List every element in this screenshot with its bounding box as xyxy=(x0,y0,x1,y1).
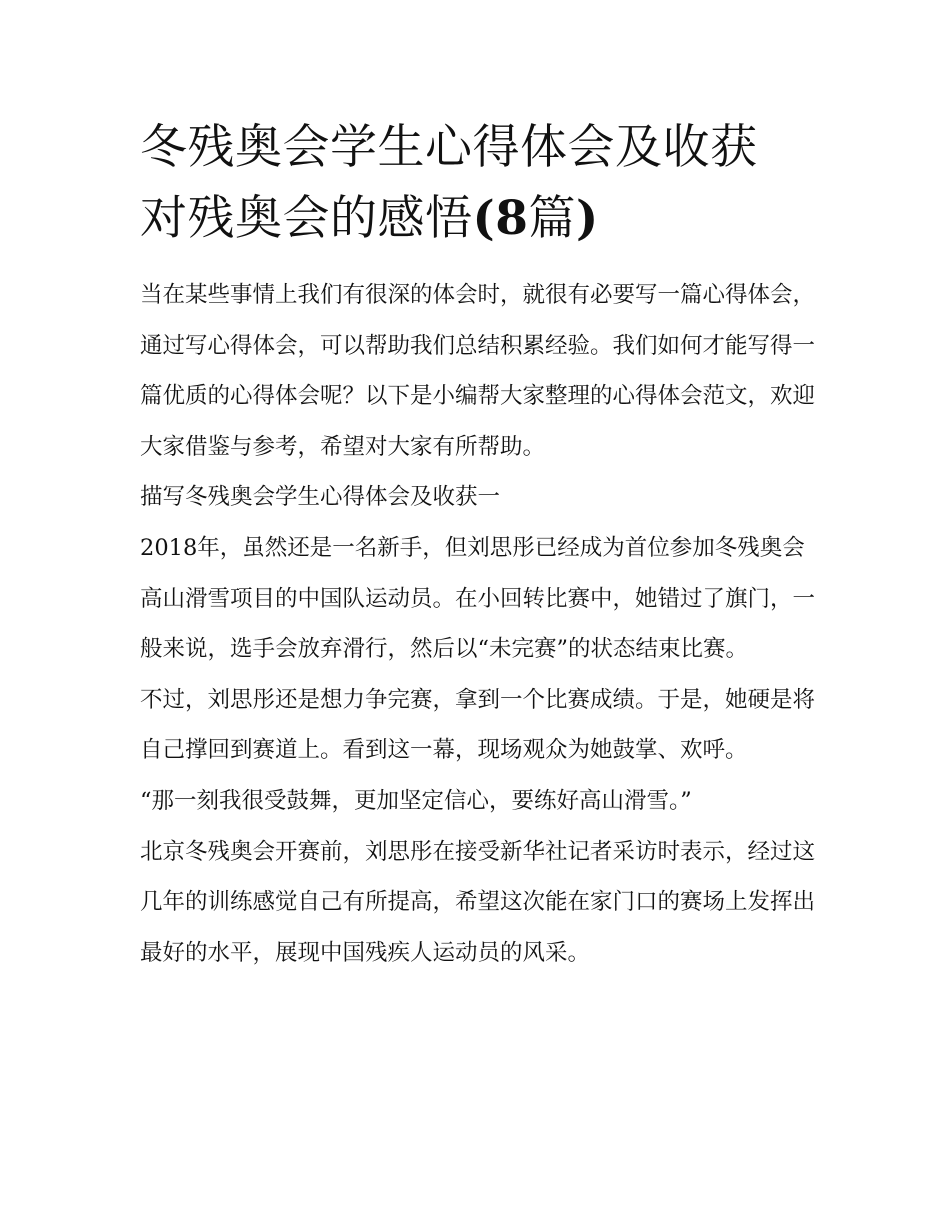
body-paragraph: 北京冬残奥会开赛前，刘思彤在接受新华社记者采访时表示，经过这几年的训练感觉自己有所提高，希望这次能在家门口的赛场上发挥出最好的水平，展现中国残疾人运动员的风采。 xyxy=(140,838,816,966)
document-page xyxy=(140,112,815,978)
title-line-1: 冬残奥会学生心得体会及收获 xyxy=(140,120,758,175)
title-line-2: 对残奥会的感悟 xyxy=(140,191,473,246)
intro-paragraph: 当在某些事情上我们有很深的体会时，就很有必要写一篇心得体会，通过写心得体会，可以帮助我们总结积累经验。我们如何才能写得一篇优质的心得体会呢？以下是小编帮大家整理的心得体会范文，欢迎大家借鉴与参考，希望对大家有所帮助。 xyxy=(140,282,816,460)
body-paragraph: 2018年，虽然还是一名新手，但刘思彤已经成为首位参加冬残奥会高山滑雪项目的中国队运动员。在小回转比赛中，她错过了旗门，一般来说，选手会放弃滑行，然后以“未完赛”的状态结束比赛。 xyxy=(140,534,816,663)
section-heading: 描写冬残奥会学生心得体会及收获一 xyxy=(140,484,501,511)
title-count: (8 xyxy=(472,191,529,246)
document-body xyxy=(140,270,815,978)
document-title xyxy=(140,112,815,254)
title-count-unit: 篇 xyxy=(528,191,576,246)
quote-paragraph: “那一刻我很受鼓舞，更加坚定信心，要练好高山滑雪。” xyxy=(140,787,692,814)
body-paragraph: 不过，刘思彤还是想力争完赛，拿到一个比赛成绩。于是，她硬是将自己撑回到赛道上。看到这一幕，现场观众为她鼓掌、欢呼。 xyxy=(140,686,816,764)
title-close-paren: ) xyxy=(575,191,599,246)
